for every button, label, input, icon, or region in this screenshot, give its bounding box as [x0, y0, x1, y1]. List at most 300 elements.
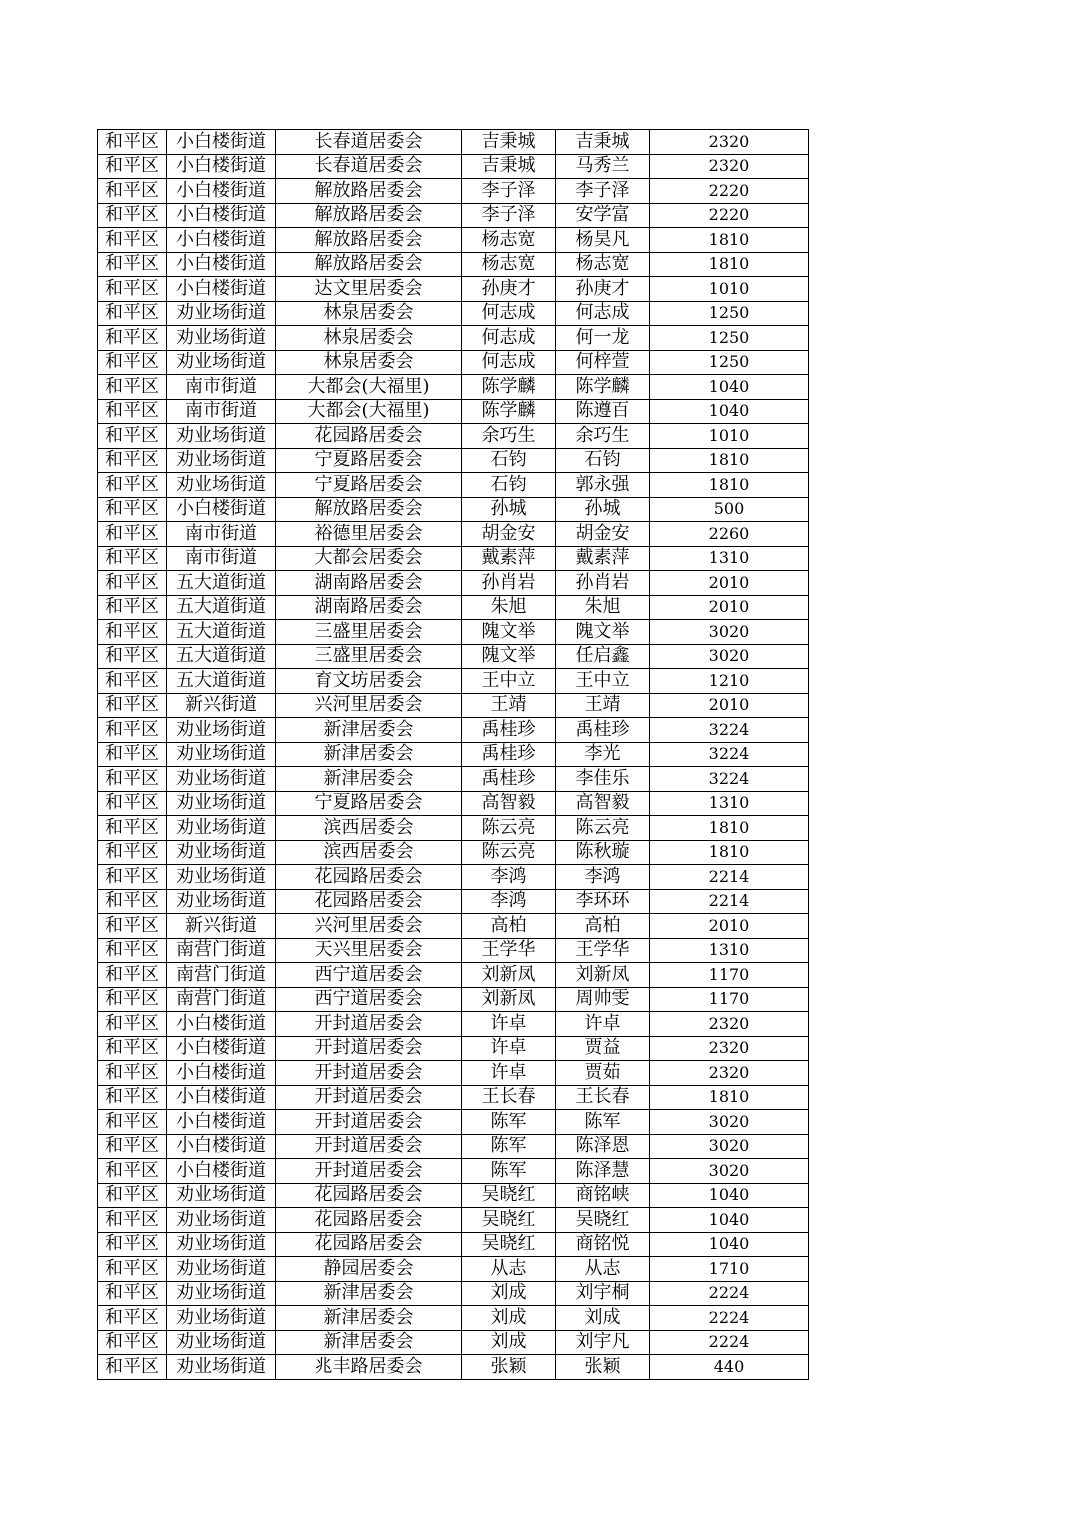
street-cell: 南营门街道: [167, 963, 276, 988]
amount-cell: 1040: [650, 1232, 809, 1257]
committee-cell: 兴河里居委会: [276, 914, 462, 939]
amount-cell: 2260: [650, 522, 809, 547]
committee-cell: 开封道居委会: [276, 1036, 462, 1061]
committee-cell: 湖南路居委会: [276, 595, 462, 620]
amount-cell: 1810: [650, 1085, 809, 1110]
table-row: [98, 669, 809, 694]
member-name-cell: 贾益: [556, 1036, 650, 1061]
member-name-cell: 高智毅: [556, 791, 650, 816]
head-name-cell: 隗文举: [462, 644, 556, 669]
district-cell: 和平区: [98, 1257, 167, 1282]
district-cell: 和平区: [98, 399, 167, 424]
district-cell: 和平区: [98, 546, 167, 571]
street-cell: 劝业场街道: [167, 326, 276, 351]
head-name-cell: 陈学麟: [462, 399, 556, 424]
district-cell: 和平区: [98, 595, 167, 620]
district-cell: 和平区: [98, 522, 167, 547]
street-cell: 南市街道: [167, 375, 276, 400]
district-cell: 和平区: [98, 1232, 167, 1257]
committee-cell: 解放路居委会: [276, 497, 462, 522]
district-cell: 和平区: [98, 252, 167, 277]
table-row: [98, 301, 809, 326]
table-row: [98, 620, 809, 645]
member-name-cell: 孙城: [556, 497, 650, 522]
member-name-cell: 王中立: [556, 669, 650, 694]
member-name-cell: 郭永强: [556, 473, 650, 498]
district-cell: 和平区: [98, 840, 167, 865]
head-name-cell: 王靖: [462, 693, 556, 718]
head-name-cell: 李鸿: [462, 865, 556, 890]
table-row: [98, 154, 809, 179]
street-cell: 小白楼街道: [167, 497, 276, 522]
head-name-cell: 李鸿: [462, 889, 556, 914]
district-cell: 和平区: [98, 179, 167, 204]
table-row: [98, 424, 809, 449]
amount-cell: 2220: [650, 179, 809, 204]
table-row: [98, 1330, 809, 1355]
member-name-cell: 孙肖岩: [556, 571, 650, 596]
head-name-cell: 陈军: [462, 1159, 556, 1184]
member-name-cell: 商铭悦: [556, 1232, 650, 1257]
head-name-cell: 许卓: [462, 1012, 556, 1037]
amount-cell: 3020: [650, 620, 809, 645]
committee-cell: 林泉居委会: [276, 301, 462, 326]
committee-cell: 开封道居委会: [276, 1159, 462, 1184]
district-cell: 和平区: [98, 669, 167, 694]
amount-cell: 1040: [650, 1208, 809, 1233]
amount-cell: 3020: [650, 1159, 809, 1184]
committee-cell: 开封道居委会: [276, 1061, 462, 1086]
member-name-cell: 商铭峡: [556, 1183, 650, 1208]
committee-cell: 新津居委会: [276, 1330, 462, 1355]
district-cell: 和平区: [98, 1134, 167, 1159]
member-name-cell: 禹桂珍: [556, 718, 650, 743]
street-cell: 新兴街道: [167, 693, 276, 718]
committee-cell: 兴河里居委会: [276, 693, 462, 718]
committee-cell: 育文坊居委会: [276, 669, 462, 694]
amount-cell: 1810: [650, 228, 809, 253]
street-cell: 五大道街道: [167, 595, 276, 620]
head-name-cell: 孙城: [462, 497, 556, 522]
table-row: [98, 938, 809, 963]
table-row: [98, 644, 809, 669]
amount-cell: 1810: [650, 252, 809, 277]
table-row: [98, 718, 809, 743]
district-cell: 和平区: [98, 914, 167, 939]
committee-cell: 解放路居委会: [276, 228, 462, 253]
street-cell: 劝业场街道: [167, 889, 276, 914]
street-cell: 劝业场街道: [167, 1281, 276, 1306]
amount-cell: 2320: [650, 154, 809, 179]
member-name-cell: 何一龙: [556, 326, 650, 351]
head-name-cell: 杨志宽: [462, 252, 556, 277]
committee-cell: 新津居委会: [276, 1281, 462, 1306]
amount-cell: 1310: [650, 938, 809, 963]
head-name-cell: 陈军: [462, 1110, 556, 1135]
amount-cell: 2010: [650, 571, 809, 596]
amount-cell: 2224: [650, 1306, 809, 1331]
member-name-cell: 李环环: [556, 889, 650, 914]
amount-cell: 2320: [650, 1036, 809, 1061]
district-cell: 和平区: [98, 767, 167, 792]
street-cell: 劝业场街道: [167, 1232, 276, 1257]
amount-cell: 2010: [650, 693, 809, 718]
street-cell: 劝业场街道: [167, 718, 276, 743]
street-cell: 劝业场街道: [167, 301, 276, 326]
table-row: [98, 1012, 809, 1037]
table-row: [98, 1159, 809, 1184]
table-row: [98, 546, 809, 571]
table-row: [98, 865, 809, 890]
committee-cell: 开封道居委会: [276, 1134, 462, 1159]
street-cell: 劝业场街道: [167, 473, 276, 498]
street-cell: 小白楼街道: [167, 1085, 276, 1110]
amount-cell: 1170: [650, 963, 809, 988]
table-row: [98, 963, 809, 988]
amount-cell: 2214: [650, 865, 809, 890]
member-name-cell: 刘新凤: [556, 963, 650, 988]
street-cell: 小白楼街道: [167, 179, 276, 204]
street-cell: 劝业场街道: [167, 448, 276, 473]
head-name-cell: 高智毅: [462, 791, 556, 816]
head-name-cell: 高柏: [462, 914, 556, 939]
member-name-cell: 陈泽慧: [556, 1159, 650, 1184]
committee-cell: 解放路居委会: [276, 203, 462, 228]
table-row: [98, 840, 809, 865]
committee-cell: 花园路居委会: [276, 1208, 462, 1233]
head-name-cell: 杨志宽: [462, 228, 556, 253]
member-name-cell: 刘宇桐: [556, 1281, 650, 1306]
member-name-cell: 任启鑫: [556, 644, 650, 669]
street-cell: 南营门街道: [167, 938, 276, 963]
district-cell: 和平区: [98, 1061, 167, 1086]
table-row: [98, 1232, 809, 1257]
district-cell: 和平区: [98, 1330, 167, 1355]
committee-cell: 林泉居委会: [276, 350, 462, 375]
committee-cell: 宁夏路居委会: [276, 448, 462, 473]
committee-cell: 西宁道居委会: [276, 987, 462, 1012]
street-cell: 劝业场街道: [167, 816, 276, 841]
committee-cell: 西宁道居委会: [276, 963, 462, 988]
district-cell: 和平区: [98, 816, 167, 841]
head-name-cell: 王中立: [462, 669, 556, 694]
member-name-cell: 王学华: [556, 938, 650, 963]
amount-cell: 3020: [650, 644, 809, 669]
member-name-cell: 何志成: [556, 301, 650, 326]
head-name-cell: 禹桂珍: [462, 718, 556, 743]
committee-cell: 新津居委会: [276, 718, 462, 743]
amount-cell: 2224: [650, 1281, 809, 1306]
table-row: [98, 203, 809, 228]
district-cell: 和平区: [98, 154, 167, 179]
member-name-cell: 高柏: [556, 914, 650, 939]
table-row: [98, 252, 809, 277]
street-cell: 小白楼街道: [167, 1159, 276, 1184]
district-cell: 和平区: [98, 938, 167, 963]
amount-cell: 3020: [650, 1110, 809, 1135]
member-name-cell: 马秀兰: [556, 154, 650, 179]
street-cell: 劝业场街道: [167, 1330, 276, 1355]
head-name-cell: 孙肖岩: [462, 571, 556, 596]
table-row: [98, 571, 809, 596]
amount-cell: 1010: [650, 424, 809, 449]
street-cell: 小白楼街道: [167, 277, 276, 302]
head-name-cell: 王长春: [462, 1085, 556, 1110]
amount-cell: 500: [650, 497, 809, 522]
amount-cell: 1810: [650, 448, 809, 473]
head-name-cell: 何志成: [462, 326, 556, 351]
district-cell: 和平区: [98, 350, 167, 375]
member-name-cell: 李鸿: [556, 865, 650, 890]
table-row: [98, 522, 809, 547]
committee-cell: 三盛里居委会: [276, 644, 462, 669]
head-name-cell: 李子泽: [462, 203, 556, 228]
committee-cell: 新津居委会: [276, 1306, 462, 1331]
head-name-cell: 何志成: [462, 301, 556, 326]
committee-cell: 滨西居委会: [276, 816, 462, 841]
table-row: [98, 497, 809, 522]
street-cell: 小白楼街道: [167, 1134, 276, 1159]
member-name-cell: 贾茹: [556, 1061, 650, 1086]
member-name-cell: 张颖: [556, 1355, 650, 1380]
district-cell: 和平区: [98, 1110, 167, 1135]
head-name-cell: 刘新凤: [462, 987, 556, 1012]
member-name-cell: 陈军: [556, 1110, 650, 1135]
district-cell: 和平区: [98, 791, 167, 816]
committee-cell: 开封道居委会: [276, 1085, 462, 1110]
table-row: [98, 791, 809, 816]
table-row: [98, 1183, 809, 1208]
member-name-cell: 石钧: [556, 448, 650, 473]
amount-cell: 1810: [650, 840, 809, 865]
table-row: [98, 767, 809, 792]
district-cell: 和平区: [98, 497, 167, 522]
street-cell: 劝业场街道: [167, 1208, 276, 1233]
committee-cell: 宁夏路居委会: [276, 473, 462, 498]
street-cell: 劝业场街道: [167, 1355, 276, 1380]
head-name-cell: 吉秉城: [462, 130, 556, 155]
table-row: [98, 448, 809, 473]
committee-cell: 花园路居委会: [276, 1183, 462, 1208]
committee-cell: 解放路居委会: [276, 252, 462, 277]
table-row: [98, 914, 809, 939]
district-cell: 和平区: [98, 301, 167, 326]
head-name-cell: 禹桂珍: [462, 742, 556, 767]
district-cell: 和平区: [98, 889, 167, 914]
table-row: [98, 889, 809, 914]
street-cell: 劝业场街道: [167, 865, 276, 890]
committee-cell: 新津居委会: [276, 767, 462, 792]
amount-cell: 2320: [650, 130, 809, 155]
committee-cell: 开封道居委会: [276, 1012, 462, 1037]
committee-cell: 解放路居委会: [276, 179, 462, 204]
committee-cell: 花园路居委会: [276, 889, 462, 914]
district-cell: 和平区: [98, 326, 167, 351]
street-cell: 劝业场街道: [167, 1306, 276, 1331]
head-name-cell: 孙庚才: [462, 277, 556, 302]
table-row: [98, 1110, 809, 1135]
member-name-cell: 陈遵百: [556, 399, 650, 424]
head-name-cell: 刘成: [462, 1330, 556, 1355]
table-row: [98, 350, 809, 375]
amount-cell: 2220: [650, 203, 809, 228]
table-row: [98, 742, 809, 767]
member-name-cell: 隗文举: [556, 620, 650, 645]
table-row: [98, 987, 809, 1012]
amount-cell: 3020: [650, 1134, 809, 1159]
amount-cell: 2010: [650, 914, 809, 939]
member-name-cell: 余巧生: [556, 424, 650, 449]
street-cell: 劝业场街道: [167, 840, 276, 865]
head-name-cell: 余巧生: [462, 424, 556, 449]
street-cell: 小白楼街道: [167, 1012, 276, 1037]
table-row: [98, 1208, 809, 1233]
district-cell: 和平区: [98, 987, 167, 1012]
member-name-cell: 从志: [556, 1257, 650, 1282]
member-name-cell: 周帅雯: [556, 987, 650, 1012]
district-cell: 和平区: [98, 620, 167, 645]
table-row: [98, 595, 809, 620]
table-row: [98, 1257, 809, 1282]
street-cell: 小白楼街道: [167, 228, 276, 253]
member-name-cell: 何梓萱: [556, 350, 650, 375]
street-cell: 劝业场街道: [167, 1257, 276, 1282]
committee-cell: 三盛里居委会: [276, 620, 462, 645]
head-name-cell: 胡金安: [462, 522, 556, 547]
district-cell: 和平区: [98, 277, 167, 302]
head-name-cell: 吴晓红: [462, 1183, 556, 1208]
district-cell: 和平区: [98, 1355, 167, 1380]
district-cell: 和平区: [98, 644, 167, 669]
table-row: [98, 1085, 809, 1110]
head-name-cell: 刘成: [462, 1281, 556, 1306]
member-name-cell: 戴素萍: [556, 546, 650, 571]
district-cell: 和平区: [98, 1159, 167, 1184]
amount-cell: 1710: [650, 1257, 809, 1282]
table-row: [98, 1355, 809, 1380]
head-name-cell: 吴晓红: [462, 1232, 556, 1257]
street-cell: 南市街道: [167, 399, 276, 424]
head-name-cell: 吉秉城: [462, 154, 556, 179]
street-cell: 小白楼街道: [167, 130, 276, 155]
member-name-cell: 杨昊凡: [556, 228, 650, 253]
member-name-cell: 陈云亮: [556, 816, 650, 841]
amount-cell: 1170: [650, 987, 809, 1012]
committee-cell: 天兴里居委会: [276, 938, 462, 963]
amount-cell: 1250: [650, 350, 809, 375]
amount-cell: 3224: [650, 718, 809, 743]
head-name-cell: 陈云亮: [462, 840, 556, 865]
street-cell: 五大道街道: [167, 669, 276, 694]
table-row: [98, 277, 809, 302]
committee-cell: 兆丰路居委会: [276, 1355, 462, 1380]
street-cell: 五大道街道: [167, 620, 276, 645]
district-cell: 和平区: [98, 448, 167, 473]
amount-cell: 1010: [650, 277, 809, 302]
amount-cell: 1040: [650, 399, 809, 424]
head-name-cell: 朱旭: [462, 595, 556, 620]
amount-cell: 1310: [650, 546, 809, 571]
district-cell: 和平区: [98, 1085, 167, 1110]
committee-cell: 长春道居委会: [276, 154, 462, 179]
street-cell: 劝业场街道: [167, 424, 276, 449]
street-cell: 南市街道: [167, 546, 276, 571]
table-row: [98, 1061, 809, 1086]
member-name-cell: 李子泽: [556, 179, 650, 204]
street-cell: 五大道街道: [167, 571, 276, 596]
head-name-cell: 陈学麟: [462, 375, 556, 400]
table-row: [98, 1306, 809, 1331]
amount-cell: 1810: [650, 473, 809, 498]
member-name-cell: 李光: [556, 742, 650, 767]
head-name-cell: 王学华: [462, 938, 556, 963]
street-cell: 劝业场街道: [167, 1183, 276, 1208]
member-name-cell: 许卓: [556, 1012, 650, 1037]
amount-cell: 1210: [650, 669, 809, 694]
amount-cell: 2010: [650, 595, 809, 620]
committee-cell: 大都会居委会: [276, 546, 462, 571]
amount-cell: 2214: [650, 889, 809, 914]
district-cell: 和平区: [98, 1183, 167, 1208]
street-cell: 小白楼街道: [167, 154, 276, 179]
street-cell: 小白楼街道: [167, 252, 276, 277]
district-cell: 和平区: [98, 1306, 167, 1331]
member-name-cell: 王靖: [556, 693, 650, 718]
district-cell: 和平区: [98, 130, 167, 155]
district-cell: 和平区: [98, 375, 167, 400]
member-name-cell: 刘成: [556, 1306, 650, 1331]
amount-cell: 2224: [650, 1330, 809, 1355]
committee-cell: 大都会(大福里): [276, 399, 462, 424]
member-name-cell: 陈秋璇: [556, 840, 650, 865]
table-row: [98, 816, 809, 841]
district-cell: 和平区: [98, 424, 167, 449]
street-cell: 五大道街道: [167, 644, 276, 669]
district-cell: 和平区: [98, 228, 167, 253]
member-name-cell: 吉秉城: [556, 130, 650, 155]
member-name-cell: 陈学麟: [556, 375, 650, 400]
head-name-cell: 石钧: [462, 448, 556, 473]
table-row: [98, 473, 809, 498]
district-cell: 和平区: [98, 718, 167, 743]
street-cell: 新兴街道: [167, 914, 276, 939]
head-name-cell: 隗文举: [462, 620, 556, 645]
amount-cell: 2320: [650, 1061, 809, 1086]
committee-cell: 花园路居委会: [276, 1232, 462, 1257]
committee-cell: 大都会(大福里): [276, 375, 462, 400]
street-cell: 南营门街道: [167, 987, 276, 1012]
district-cell: 和平区: [98, 742, 167, 767]
street-cell: 小白楼街道: [167, 1110, 276, 1135]
amount-cell: 3224: [650, 742, 809, 767]
amount-cell: 3224: [650, 767, 809, 792]
committee-cell: 花园路居委会: [276, 865, 462, 890]
district-cell: 和平区: [98, 203, 167, 228]
head-name-cell: 何志成: [462, 350, 556, 375]
table-row: [98, 1281, 809, 1306]
head-name-cell: 戴素萍: [462, 546, 556, 571]
street-cell: 南市街道: [167, 522, 276, 547]
head-name-cell: 从志: [462, 1257, 556, 1282]
street-cell: 劝业场街道: [167, 742, 276, 767]
street-cell: 小白楼街道: [167, 203, 276, 228]
member-name-cell: 陈泽恩: [556, 1134, 650, 1159]
district-cell: 和平区: [98, 693, 167, 718]
district-cell: 和平区: [98, 1036, 167, 1061]
table-row: [98, 228, 809, 253]
street-cell: 小白楼街道: [167, 1036, 276, 1061]
table-row: [98, 1036, 809, 1061]
